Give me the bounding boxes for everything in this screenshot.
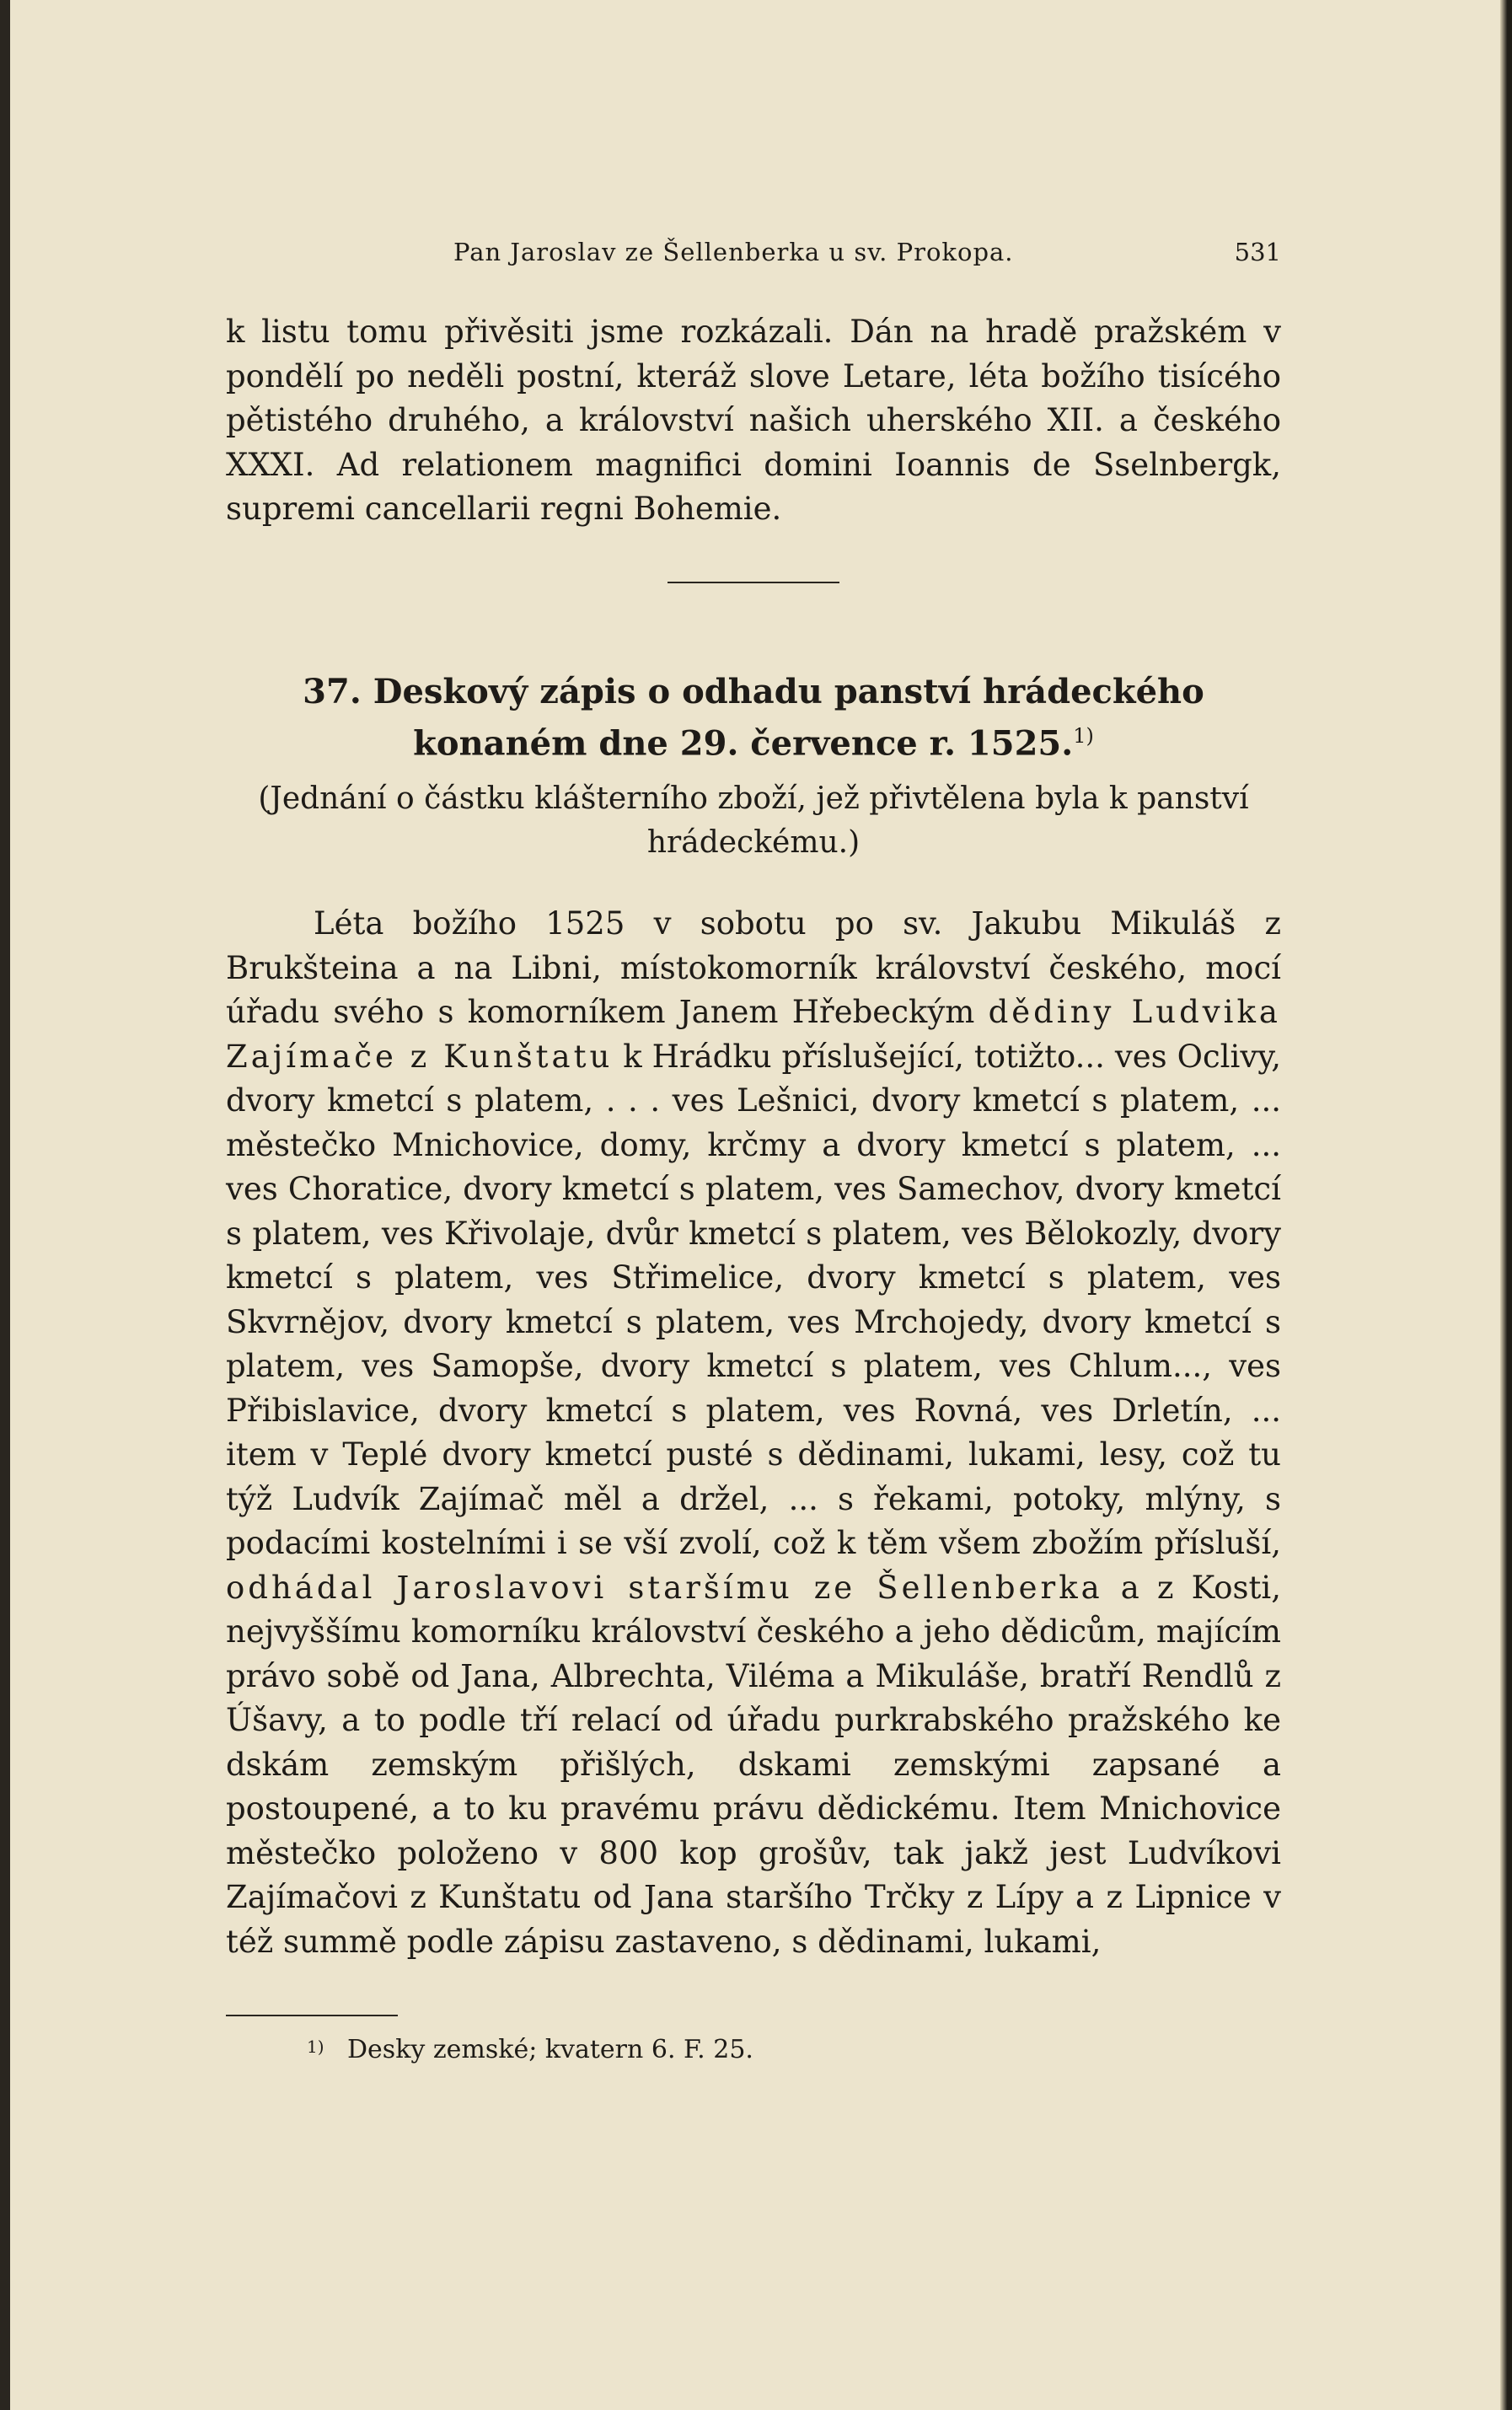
upper-paragraph	[226, 310, 1281, 532]
entry-text-part-1: Léta božího 1525 v sobotu po sv. Jakubu Mikuláš z Brukšteina a na Libni, místokomorník království českého, mocí úřadu svého s komorníkem Janem Hřebeckým	[226, 905, 1281, 1030]
section-number: 37.	[303, 672, 362, 711]
section-subtitle: (Jednání o částku klášterního zboží, jež přivtělena byla k panství hrádeckému.)	[258, 781, 1249, 860]
page-binding-edge	[0, 0, 10, 2410]
entry-text-part-3: a z Kosti, nejvyššímu komorníku království českého a jeho dědicům, majícím právo sobě od Jana, Albrechta, Viléma a Mikuláše, bratří Rendlů z Úšavy, a to podle tří relací od úřadu purkrabského pražského ke dskám zemským přišlých, dskami zemskými zapsané a postoupené, a to ku pravému právu dědickému. Item Mnichovice městečko položeno v 800 kop grošův, tak jakž jest Ludvíkovi Zajímačovi z Kunštatu od Jana staršího Trčky z Lípy a z Lipnice v též summě podle zápisu zastaveno, s dědinami, lukami,	[226, 1569, 1281, 1960]
page-number: 531	[1234, 238, 1281, 266]
entry-paragraph	[226, 902, 1281, 1964]
footnote-divider	[226, 2015, 398, 2016]
running-header	[226, 238, 1281, 278]
running-title: Pan Jaroslav ze Šellenberka u sv. Prokopa.	[453, 238, 1014, 266]
footnote-text: Desky zemské; kvatern 6. F. 25.	[347, 2035, 753, 2064]
entry-paragraph-text	[226, 902, 1281, 1964]
footnote-reference: 1)	[1073, 724, 1094, 748]
upper-paragraph-text: k listu tomu přivěsiti jsme rozkázali. Dán na hradě pražském v pondělí po neděli postní, kteráž slove Letare, léta božího tisícého pětistého druhého, a království našich uherského XII. a českého XXXI. Ad relationem magnifici domini Ioannis de Sselnbergk, supremi cancellarii regni Bohemie.	[226, 314, 1281, 527]
section-title: Deskový zápis o odhadu panství hrádeckého konaném dne 29. července r. 1525.	[373, 672, 1204, 764]
entry-spaced-phrase-1: dědiny Ludvika Zajímače z Kunštatu	[226, 994, 1281, 1075]
page-edge-right	[1500, 0, 1512, 2410]
entry-text-part-2: k Hrádku příslušející, totižto... ves Oclivy, dvory kmetcí s platem, . . . ves Lešnici, dvory kmetcí s platem, ... městečko Mnichovice, domy, krčmy a dvory kmetcí s platem, ... ves Choratice, dvory kmetcí s platem, ves Samechov, dvory kmetcí s platem, ves Křivolaje, dvůr kmetcí s platem, ves Bělokozly, dvory kmetcí s platem, ves Střimelice, dvory kmetcí s platem, ves Skvrnějov, dvory kmetcí s platem, ves Mrchojedy, dvory kmetcí s platem, ves Samopše, dvory kmetcí s platem, ves Chlum..., ves Přibislavice, dvory kmetcí s platem, ves Rovná, ves Drletín, ... item v Teplé dvory kmetcí pusté s dědinami, lukami, lesy, což tu týž Ludvík Zajímač měl a držel, ... s řekami, potoky, mlýny, s podacími kostelními i se vší zvolí, což k těm všem zbožím přísluší,	[226, 1038, 1281, 1561]
section-divider	[668, 582, 839, 583]
section-heading	[226, 670, 1281, 765]
footnote-marker: 1)	[307, 2037, 324, 2057]
entry-spaced-phrase-2: odhádal Jaroslavovi staršímu ze Šellenberka	[226, 1569, 1103, 1606]
